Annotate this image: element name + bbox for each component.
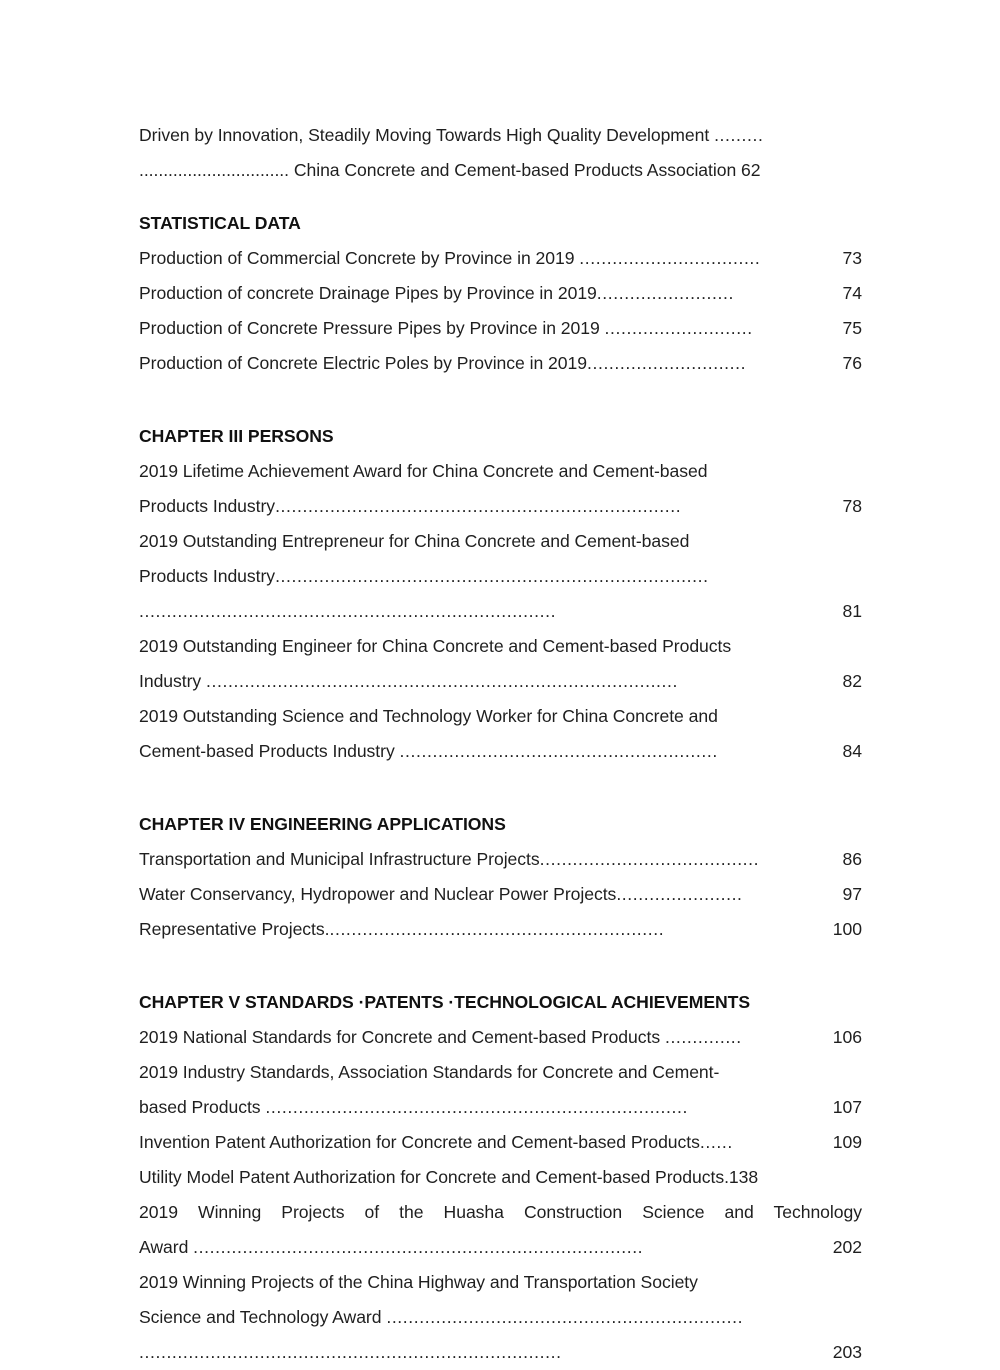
section-heading-statistical-data: STATISTICAL DATA	[139, 213, 301, 233]
toc-item-page: 100	[832, 919, 862, 939]
toc-item-title: Products Industry	[139, 496, 276, 516]
toc-entry-line	[139, 118, 862, 153]
toc-item-wrap-line: 2019 Outstanding Science and Technology Worker for China Concrete and	[139, 706, 718, 726]
dot-leader: .................................................................	[386, 1307, 744, 1327]
toc-item-page: 107	[832, 1097, 862, 1117]
toc-item-title: Production of Commercial Concrete by Province in 2019	[139, 248, 580, 268]
toc-item-title: Water Conservancy, Hydropower and Nuclear Power Projects	[139, 884, 617, 904]
dot-leader: ............................................................................	[139, 601, 557, 621]
toc-entry-attribution: China Concrete and Cement-based Products Association 62	[288, 160, 761, 180]
toc-item-title: Science and Technology Award	[139, 1307, 387, 1327]
toc-item-wrap-line: 2019 Outstanding Entrepreneur for China Concrete and Cement-based	[139, 531, 690, 551]
section-heading-chapter-iv: CHAPTER IV ENGINEERING APPLICATIONS	[139, 814, 506, 834]
toc-item-title: Products Industry	[139, 566, 276, 586]
toc-item-page: 76	[842, 353, 862, 373]
toc-item	[139, 276, 862, 311]
toc-item-title: Transportation and Municipal Infrastructure Projects	[139, 849, 540, 869]
toc-item-page: 74	[837, 283, 862, 303]
toc-entry-title: Driven by Innovation, Steadily Moving Towards High Quality Development	[139, 125, 715, 145]
toc-item-page: 202	[832, 1237, 862, 1257]
toc-item	[139, 877, 862, 912]
dot-leader: ......	[699, 1132, 733, 1152]
toc-item-title: Representative Projects.	[139, 919, 330, 939]
toc-item-page: 203	[832, 1342, 862, 1362]
toc-item	[139, 1125, 862, 1160]
dot-leader: .............................................................................	[265, 1097, 688, 1117]
toc-item-wrap-line: 2019 Industry Standards, Association Standards for Concrete and Cement-	[139, 1062, 720, 1082]
toc-item-title: Award	[139, 1237, 194, 1257]
toc-item-title: Utility Model Patent Authorization for Concrete and Cement-based Products.	[139, 1167, 729, 1187]
dot-leader: .........	[714, 125, 764, 145]
dot-leader: ..........................................................	[399, 741, 718, 761]
dot-leader: ..................................................................................	[193, 1237, 644, 1257]
spacer	[139, 947, 862, 985]
toc-item	[139, 1300, 862, 1335]
spacer	[139, 769, 862, 807]
toc-item-wrap-line-justified: 2019 Winning Projects of the Huasha Construction Science and Technology	[139, 1202, 862, 1222]
dot-leader: .............................................................................	[139, 1342, 562, 1362]
dot-leader: .......................	[616, 884, 743, 904]
toc-item-title: Invention Patent Authorization for Concrete and Cement-based Products	[139, 1132, 700, 1152]
toc-item-title: Production of Concrete Electric Poles by Province in 2019	[139, 353, 587, 373]
toc-item	[139, 1090, 862, 1125]
toc-item-title: Industry	[139, 671, 207, 691]
spacer	[139, 381, 862, 419]
toc-item-continuation	[139, 1335, 862, 1370]
toc-item	[139, 241, 862, 276]
toc-item	[139, 1160, 862, 1195]
toc-item	[139, 346, 862, 381]
toc-item	[139, 1230, 862, 1265]
dot-leader: .................................	[579, 248, 761, 268]
dot-leader: .............................	[586, 353, 747, 373]
toc-item-page: 109	[832, 1132, 862, 1152]
toc-item	[139, 489, 862, 524]
dot-leader: .........................	[596, 283, 734, 303]
toc-item	[139, 912, 862, 947]
toc-item-continuation	[139, 594, 862, 629]
dot-leader: ...........................	[604, 318, 753, 338]
toc-item-title: based Products	[139, 1097, 266, 1117]
toc-item-page: 78	[837, 496, 862, 516]
toc-item-page: 106	[832, 1027, 862, 1047]
dot-leader: ..........................................................................	[275, 496, 682, 516]
dot-leader: ........................................	[539, 849, 760, 869]
toc-item-title: Cement-based Products Industry	[139, 741, 400, 761]
section-heading-chapter-v: CHAPTER V STANDARDS ·PATENTS ·TECHNOLOGICAL ACHIEVEMENTS	[139, 992, 751, 1012]
toc-item-wrap-line: 2019 Outstanding Engineer for China Concrete and Cement-based Products	[139, 636, 732, 656]
toc-item	[139, 734, 862, 769]
toc-item	[139, 842, 862, 877]
dot-leader: ...............................	[139, 160, 289, 180]
dot-leader: ...............................................................................	[275, 566, 709, 586]
toc-item-page: 75	[842, 318, 862, 338]
dot-leader: .............................................................	[329, 919, 665, 939]
toc-item	[139, 1020, 862, 1055]
toc-item	[139, 311, 862, 346]
toc-item-page: 138	[728, 1167, 759, 1187]
dot-leader: ..............	[664, 1027, 742, 1047]
toc-item-title: Production of Concrete Pressure Pipes by Province in 2019	[139, 318, 605, 338]
toc-entry-line	[139, 153, 862, 188]
dot-leader: ......................................................................................	[206, 671, 679, 691]
section-heading-chapter-iii: CHAPTER III PERSONS	[139, 426, 334, 446]
toc-item-title: Production of concrete Drainage Pipes by Province in 2019	[139, 283, 597, 303]
toc-item	[139, 559, 862, 594]
toc-item-page: 73	[837, 248, 862, 268]
toc-item-title: 2019 National Standards for Concrete and Cement-based Products	[139, 1027, 665, 1047]
toc-item-page: 84	[842, 741, 862, 761]
toc-item-wrap-line: 2019 Winning Projects of the China Highway and Transportation Society	[139, 1272, 698, 1292]
toc-item-page: 86	[837, 849, 862, 869]
toc-item	[139, 664, 862, 699]
toc-item-page: 81	[837, 601, 862, 621]
spacer	[139, 188, 862, 206]
toc-item-page: 82	[837, 671, 862, 691]
toc-item-wrap-line: 2019 Lifetime Achievement Award for China Concrete and Cement-based	[139, 461, 708, 481]
toc-item-page: 97	[842, 884, 862, 904]
toc-page	[139, 118, 862, 1362]
